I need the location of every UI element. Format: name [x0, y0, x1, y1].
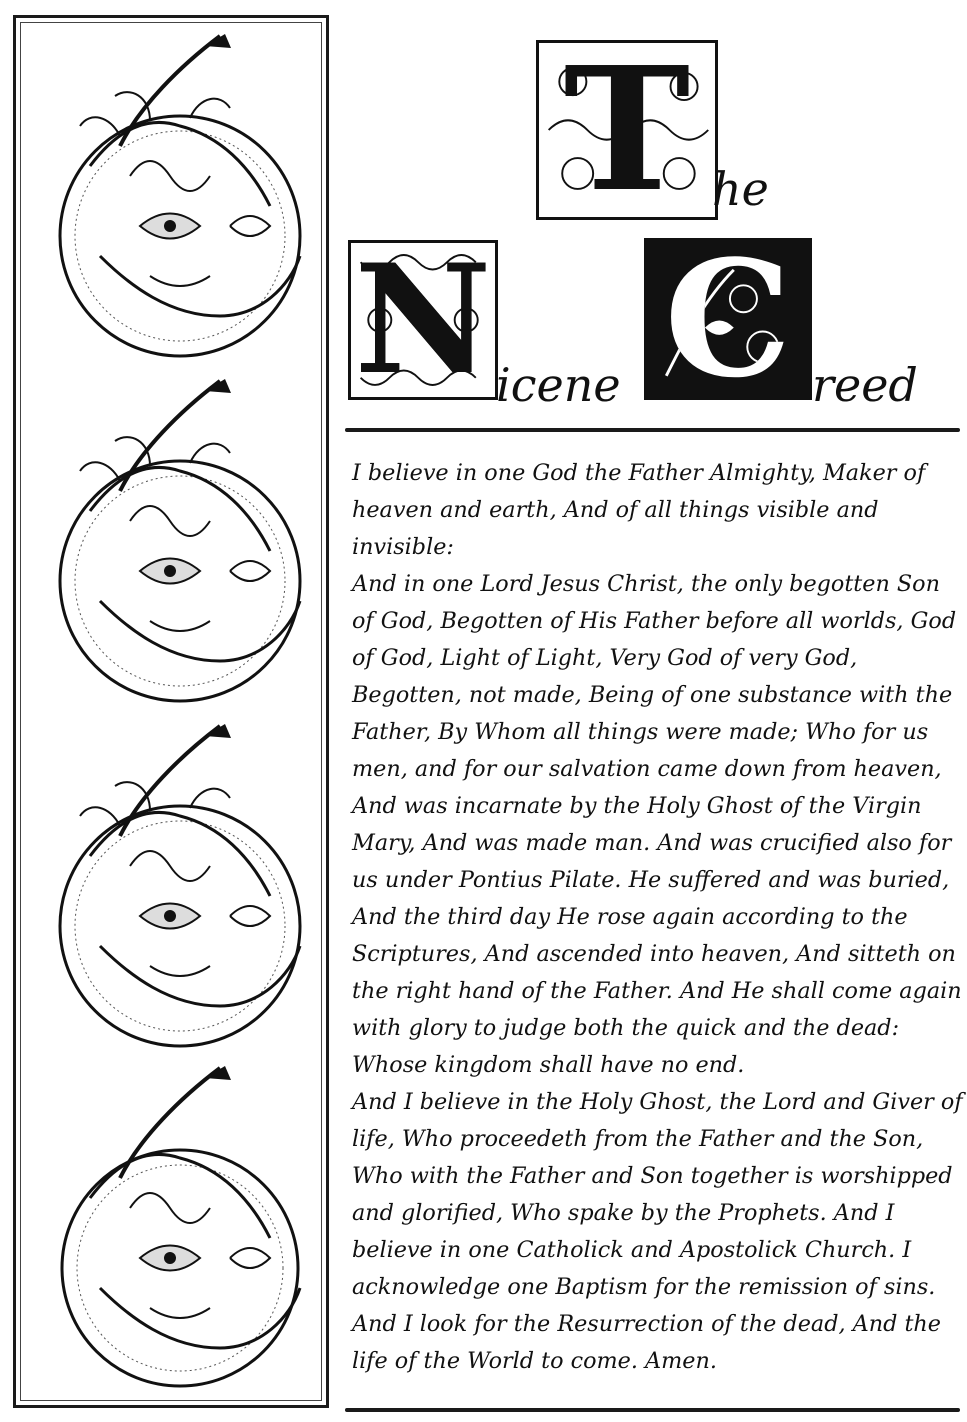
drop-cap-letter-c: C: [664, 225, 792, 413]
ornamental-border: [13, 15, 329, 1408]
drop-cap-letter-t: T: [563, 30, 691, 230]
ornament-medallion-1: [30, 26, 320, 366]
drop-cap-c: [644, 225, 812, 413]
divider-rule-top: [345, 428, 960, 432]
creed-paragraph: And I believe in the Holy Ghost, the Lord and Giver of life, Who proceedeth from the Father and the Son, Who with the Father and Son together is worshipped and glorified, Who spake by the Prophets. And I believe in one Catholick and Apostolick Church. I acknowledge one Baptism for the remission of sins. And I look for the Resurrection of the dead, And the life of the World to come. Amen.: [352, 1089, 963, 1374]
drop-cap-t: [536, 30, 718, 230]
title-word-nicene-rest: icene: [496, 358, 621, 412]
ornament-medallion-2: [30, 371, 320, 711]
creed-paragraph: I believe in one God the Father Almighty, Maker of heaven and earth, And of all things visible and invisible:: [352, 460, 926, 560]
drop-cap-n: [348, 232, 498, 408]
divider-rule-bottom: [345, 1408, 960, 1412]
ornament-medallion-4: [30, 1058, 320, 1398]
title-word-creed-rest: reed: [812, 358, 918, 412]
creed-text: [352, 455, 964, 1380]
title-word-the-rest: he: [712, 162, 769, 216]
creed-paragraph: And in one Lord Jesus Christ, the only begotten Son of God, Begotten of His Father before all worlds, God of God, Light of Light, Very God of very God, Begotten, not made, Being of one substance with the Father, By Whom all things were made; Who for us men, and for our salvation came down from heaven, And was incarnate by the Holy Ghost of the Virgin Mary, And was made man. And was crucified also for us under Pontius Pilate. He suffered and was buried, And the third day He rose again according to the Scriptures, And ascended into heaven, And sitteth on the right hand of the Father. And He shall come again with glory to judge both the quick and the dead: Whose kingdom shall have no end.: [352, 571, 962, 1078]
drop-cap-letter-n: N: [354, 232, 492, 408]
ornament-medallion-3: [30, 716, 320, 1056]
